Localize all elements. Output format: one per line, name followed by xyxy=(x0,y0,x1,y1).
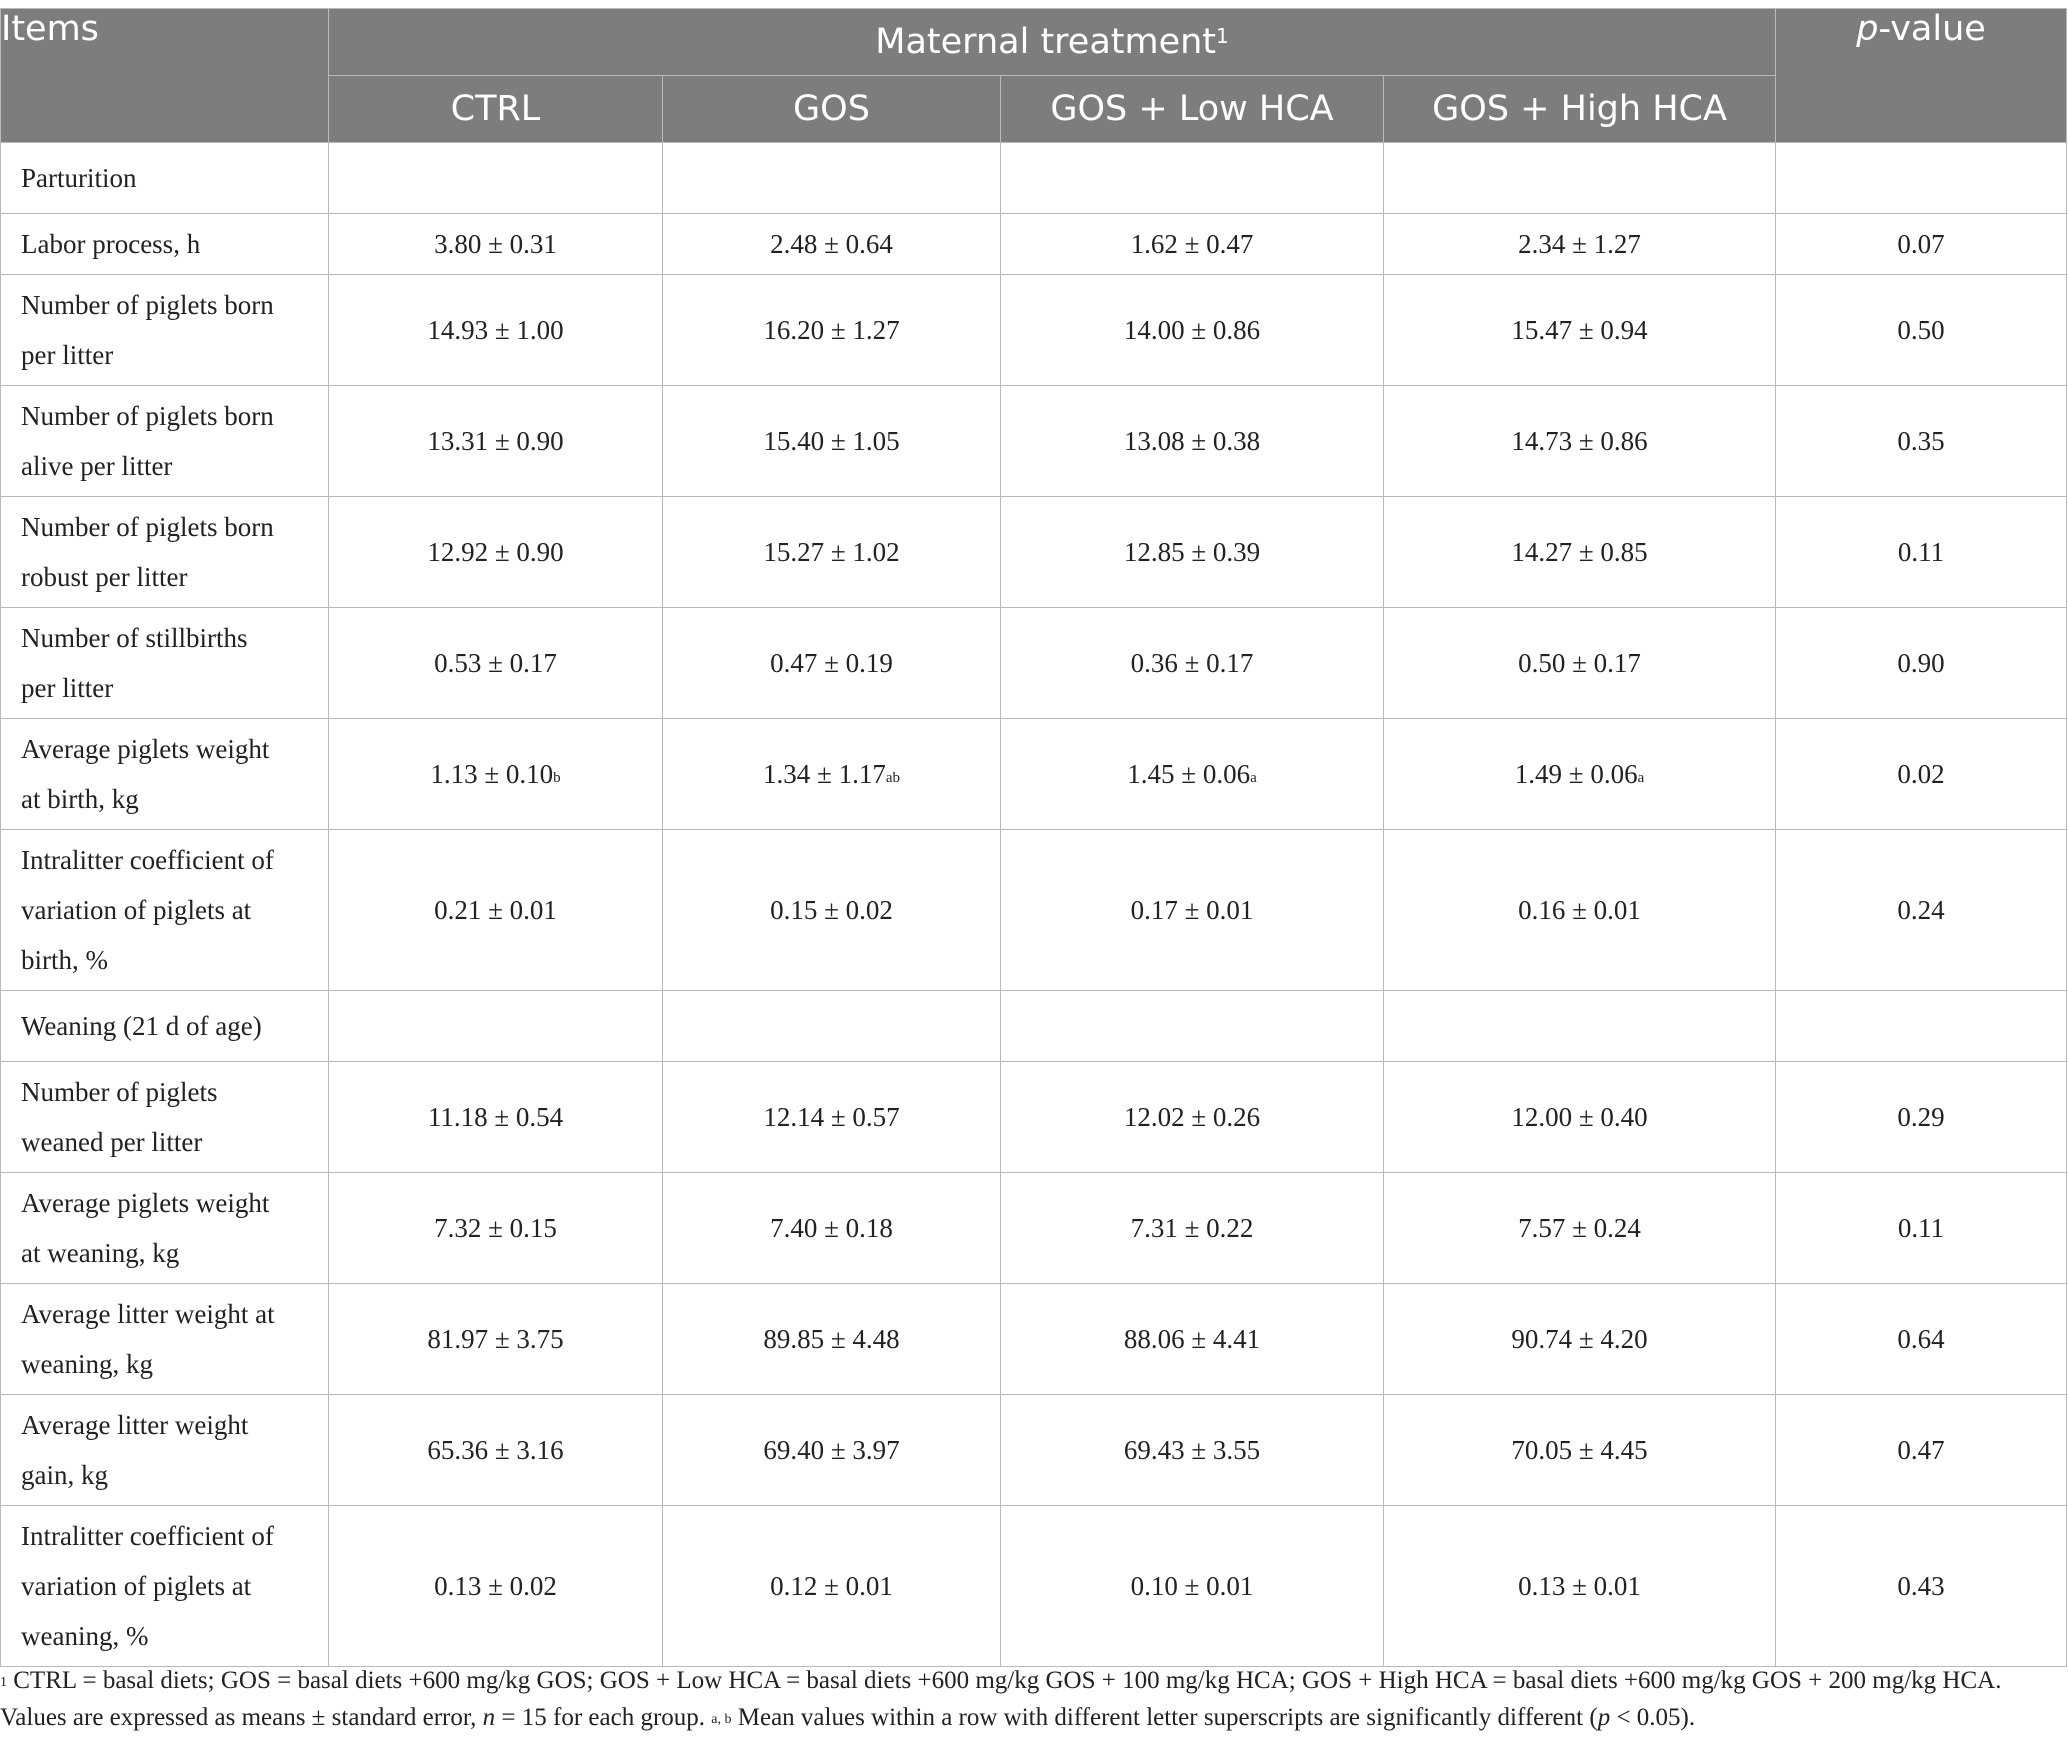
items-header: Items xyxy=(1,9,329,143)
value-text: 81.97 ± 3.75 xyxy=(427,1324,564,1354)
value-text: 13.31 ± 0.90 xyxy=(427,426,564,456)
value-text: 7.32 ± 0.15 xyxy=(434,1213,557,1243)
value-text: 2.48 ± 0.64 xyxy=(770,229,893,259)
row-label-line: Labor process, h xyxy=(21,229,201,259)
value-cell xyxy=(329,719,663,830)
value-text: 7.31 ± 0.22 xyxy=(1130,1213,1254,1243)
results-table xyxy=(0,8,2067,1667)
value-cell xyxy=(1001,1173,1384,1284)
row-label-line: Number of piglets xyxy=(21,1077,218,1107)
empty-cell xyxy=(1001,143,1384,214)
p-value-cell: 0.24 xyxy=(1776,830,2067,991)
value-cell xyxy=(663,1062,1001,1173)
significance-superscript: b xyxy=(553,770,561,786)
row-label-line: at birth, kg xyxy=(21,784,139,814)
row-label-line: Intralitter coefficient of xyxy=(21,845,274,875)
value-text: 15.40 ± 1.05 xyxy=(763,426,900,456)
value-text: 12.92 ± 0.90 xyxy=(427,537,564,567)
empty-cell xyxy=(1384,143,1776,214)
value-cell xyxy=(1384,214,1776,275)
p-value-suffix: -value xyxy=(1878,9,1986,49)
footnote-text: Values are expressed as means ± standard error, xyxy=(0,1704,483,1731)
value-cell xyxy=(329,608,663,719)
p-value-cell: 0.29 xyxy=(1776,1062,2067,1173)
row-label-line: per litter xyxy=(21,340,114,370)
table-footnote xyxy=(0,1662,2066,1736)
value-text: 69.40 ± 3.97 xyxy=(763,1435,900,1465)
table-row xyxy=(1,830,2067,991)
value-cell xyxy=(1384,1506,1776,1667)
empty-cell xyxy=(329,991,663,1062)
p-value-cell: 0.50 xyxy=(1776,275,2067,386)
row-label-line: weaned per litter xyxy=(21,1127,203,1157)
value-cell xyxy=(1001,1284,1384,1395)
value-text: 14.73 ± 0.86 xyxy=(1511,426,1648,456)
row-label-line: weaning, kg xyxy=(21,1349,153,1379)
row-label xyxy=(1,608,329,719)
value-cell xyxy=(663,497,1001,608)
value-text: 1.62 ± 0.47 xyxy=(1130,229,1254,259)
row-label-line: Number of piglets born xyxy=(21,512,274,542)
row-label xyxy=(1,386,329,497)
value-cell xyxy=(663,1395,1001,1506)
table-row xyxy=(1,1284,2067,1395)
value-cell xyxy=(663,386,1001,497)
row-label-line: Intralitter coefficient of xyxy=(21,1521,274,1551)
row-label-line: alive per litter xyxy=(21,451,173,481)
value-cell xyxy=(663,275,1001,386)
value-text: 0.47 ± 0.19 xyxy=(770,648,893,678)
value-cell xyxy=(663,214,1001,275)
p-value-cell: 0.02 xyxy=(1776,719,2067,830)
value-cell xyxy=(663,1506,1001,1667)
p-value-cell: 0.43 xyxy=(1776,1506,2067,1667)
p-value-italic: p xyxy=(1856,9,1879,49)
footnote-p-italic: p xyxy=(1597,1704,1611,1731)
row-label xyxy=(1,1395,329,1506)
row-label-line: Average litter weight xyxy=(21,1410,249,1440)
value-text: 14.27 ± 0.85 xyxy=(1511,537,1648,567)
p-value-cell: 0.11 xyxy=(1776,497,2067,608)
row-label xyxy=(1,214,329,275)
value-cell xyxy=(1001,214,1384,275)
value-cell xyxy=(1384,497,1776,608)
value-text: 0.12 ± 0.01 xyxy=(770,1571,893,1601)
p-value-cell: 0.11 xyxy=(1776,1173,2067,1284)
value-text: 0.36 ± 0.17 xyxy=(1130,648,1254,678)
empty-cell xyxy=(329,143,663,214)
row-label-line: Average litter weight at xyxy=(21,1299,275,1329)
value-cell xyxy=(663,719,1001,830)
footnote-line-2 xyxy=(0,1699,2066,1736)
significance-superscript: a xyxy=(1250,770,1257,786)
value-text: 2.34 ± 1.27 xyxy=(1518,229,1641,259)
section-title: Weaning (21 d of age) xyxy=(1,991,329,1062)
value-text: 12.00 ± 0.40 xyxy=(1511,1102,1648,1132)
row-label-line: weaning, % xyxy=(21,1621,149,1651)
value-text: 16.20 ± 1.27 xyxy=(763,315,900,345)
table-row xyxy=(1,719,2067,830)
table-row xyxy=(1,1506,2067,1667)
empty-cell xyxy=(1001,991,1384,1062)
value-cell xyxy=(1384,1395,1776,1506)
value-cell xyxy=(329,1284,663,1395)
value-text: 15.47 ± 0.94 xyxy=(1511,315,1648,345)
maternal-treatment-header xyxy=(329,9,1776,76)
value-text: 89.85 ± 4.48 xyxy=(763,1324,900,1354)
value-cell xyxy=(1001,1395,1384,1506)
value-text: 7.40 ± 0.18 xyxy=(770,1213,893,1243)
row-label xyxy=(1,275,329,386)
row-label xyxy=(1,1062,329,1173)
value-cell xyxy=(329,386,663,497)
row-label xyxy=(1,1173,329,1284)
value-text: 1.13 ± 0.10 xyxy=(430,759,554,789)
value-cell xyxy=(1384,1173,1776,1284)
footnote-line-1 xyxy=(0,1662,2066,1699)
value-cell xyxy=(329,1062,663,1173)
value-text: 0.16 ± 0.01 xyxy=(1518,895,1641,925)
value-cell xyxy=(1384,275,1776,386)
value-cell xyxy=(1001,497,1384,608)
value-text: 1.45 ± 0.06 xyxy=(1127,759,1251,789)
row-label-line: at weaning, kg xyxy=(21,1238,180,1268)
footnote-text: = 15 for each group. xyxy=(495,1704,712,1731)
empty-cell xyxy=(1776,991,2067,1062)
row-label-line: Average piglets weight xyxy=(21,734,270,764)
value-cell xyxy=(1001,830,1384,991)
footnote-definitions: CTRL = basal diets; GOS = basal diets +600 mg/kg GOS; GOS + Low HCA = basal diets +600 mg/kg GOS + 100 mg/kg HCA; GOS + High HCA = basal diets +600 mg/kg GOS + 200 mg/kg HCA. xyxy=(7,1667,2002,1694)
column-header-gos-high-hca: GOS + High HCA xyxy=(1384,76,1776,143)
value-text: 0.17 ± 0.01 xyxy=(1130,895,1254,925)
value-text: 0.10 ± 0.01 xyxy=(1130,1571,1254,1601)
p-value-cell: 0.47 xyxy=(1776,1395,2067,1506)
table-row xyxy=(1,608,2067,719)
table-row xyxy=(1,1062,2067,1173)
row-label xyxy=(1,719,329,830)
value-text: 13.08 ± 0.38 xyxy=(1123,426,1261,456)
value-text: 14.93 ± 1.00 xyxy=(427,315,564,345)
value-text: 1.49 ± 0.06 xyxy=(1514,759,1638,789)
value-cell xyxy=(329,275,663,386)
value-text: 12.14 ± 0.57 xyxy=(763,1102,900,1132)
value-text: 1.34 ± 1.17 xyxy=(763,759,886,789)
value-text: 12.02 ± 0.26 xyxy=(1123,1102,1261,1132)
column-header-gos: GOS xyxy=(663,76,1001,143)
table-row xyxy=(1,386,2067,497)
row-label-line: Average piglets weight xyxy=(21,1188,270,1218)
table-row xyxy=(1,275,2067,386)
p-value-cell: 0.64 xyxy=(1776,1284,2067,1395)
value-cell xyxy=(1384,386,1776,497)
value-text: 90.74 ± 4.20 xyxy=(1511,1324,1648,1354)
row-label xyxy=(1,1284,329,1395)
p-value-cell: 0.35 xyxy=(1776,386,2067,497)
value-cell xyxy=(329,1506,663,1667)
table-row xyxy=(1,214,2067,275)
section-title: Parturition xyxy=(1,143,329,214)
value-cell xyxy=(1001,386,1384,497)
value-text: 0.21 ± 0.01 xyxy=(434,895,557,925)
value-cell xyxy=(329,830,663,991)
value-text: 0.53 ± 0.17 xyxy=(434,648,557,678)
empty-cell xyxy=(663,991,1001,1062)
maternal-treatment-label: Maternal treatment xyxy=(875,22,1217,62)
value-cell xyxy=(663,608,1001,719)
value-cell xyxy=(329,497,663,608)
significance-superscript: a xyxy=(1637,770,1645,786)
row-label-line: variation of piglets at xyxy=(21,1571,252,1601)
row-label xyxy=(1,497,329,608)
value-cell xyxy=(1001,1506,1384,1667)
footnote-text: Mean values within a row with different letter superscripts are significantly different ( xyxy=(731,1704,1598,1731)
row-label-line: Number of piglets born xyxy=(21,290,274,320)
row-label-line: Number of piglets born xyxy=(21,401,274,431)
footnote-superscript: a, b xyxy=(711,1712,732,1727)
value-cell xyxy=(1001,1062,1384,1173)
value-text: 14.00 ± 0.86 xyxy=(1123,315,1261,345)
footnote-mark-1: 1 xyxy=(0,1675,7,1690)
empty-cell xyxy=(1776,143,2067,214)
p-value-header xyxy=(1776,9,2067,143)
value-cell xyxy=(1384,1062,1776,1173)
value-cell xyxy=(663,1173,1001,1284)
footnote-mark: 1 xyxy=(1216,24,1229,48)
value-text: 0.15 ± 0.02 xyxy=(770,895,893,925)
section-row xyxy=(1,143,2067,214)
value-cell xyxy=(329,1173,663,1284)
row-label-line: gain, kg xyxy=(21,1460,108,1490)
table-body xyxy=(1,143,2067,1667)
value-cell xyxy=(1001,719,1384,830)
value-text: 0.13 ± 0.02 xyxy=(434,1571,557,1601)
row-label-line: robust per litter xyxy=(21,562,188,592)
row-label xyxy=(1,1506,329,1667)
value-cell xyxy=(329,214,663,275)
row-label-line: per litter xyxy=(21,673,114,703)
value-text: 65.36 ± 3.16 xyxy=(427,1435,564,1465)
p-value-cell: 0.07 xyxy=(1776,214,2067,275)
value-text: 12.85 ± 0.39 xyxy=(1123,537,1261,567)
footnote-n-italic: n xyxy=(482,1704,496,1731)
row-label-line: birth, % xyxy=(21,945,108,975)
p-value-cell: 0.90 xyxy=(1776,608,2067,719)
column-header-ctrl: CTRL xyxy=(329,76,663,143)
value-cell xyxy=(1384,830,1776,991)
value-cell xyxy=(663,1284,1001,1395)
row-label xyxy=(1,830,329,991)
value-text: 0.13 ± 0.01 xyxy=(1518,1571,1641,1601)
row-label-line: variation of piglets at xyxy=(21,895,252,925)
value-cell xyxy=(663,830,1001,991)
value-text: 15.27 ± 1.02 xyxy=(763,537,900,567)
value-cell xyxy=(329,1395,663,1506)
section-row xyxy=(1,991,2067,1062)
value-cell xyxy=(1001,275,1384,386)
value-text: 0.50 ± 0.17 xyxy=(1518,648,1641,678)
value-cell xyxy=(1384,608,1776,719)
value-text: 69.43 ± 3.55 xyxy=(1123,1435,1261,1465)
table-row xyxy=(1,497,2067,608)
significance-superscript: ab xyxy=(885,770,900,786)
empty-cell xyxy=(663,143,1001,214)
table-row xyxy=(1,1395,2067,1506)
footnote-text: < 0.05). xyxy=(1610,1704,1696,1731)
value-cell xyxy=(1384,719,1776,830)
column-header-gos-low-hca: GOS + Low HCA xyxy=(1001,76,1384,143)
value-text: 88.06 ± 4.41 xyxy=(1123,1324,1261,1354)
value-text: 7.57 ± 0.24 xyxy=(1518,1213,1641,1243)
table-header xyxy=(1,9,2067,143)
value-cell xyxy=(1001,608,1384,719)
row-label-line: Number of stillbirths xyxy=(21,623,248,653)
value-text: 11.18 ± 0.54 xyxy=(427,1102,564,1132)
value-cell xyxy=(1384,1284,1776,1395)
table-row xyxy=(1,1173,2067,1284)
value-text: 3.80 ± 0.31 xyxy=(434,229,557,259)
empty-cell xyxy=(1384,991,1776,1062)
value-text: 70.05 ± 4.45 xyxy=(1511,1435,1648,1465)
